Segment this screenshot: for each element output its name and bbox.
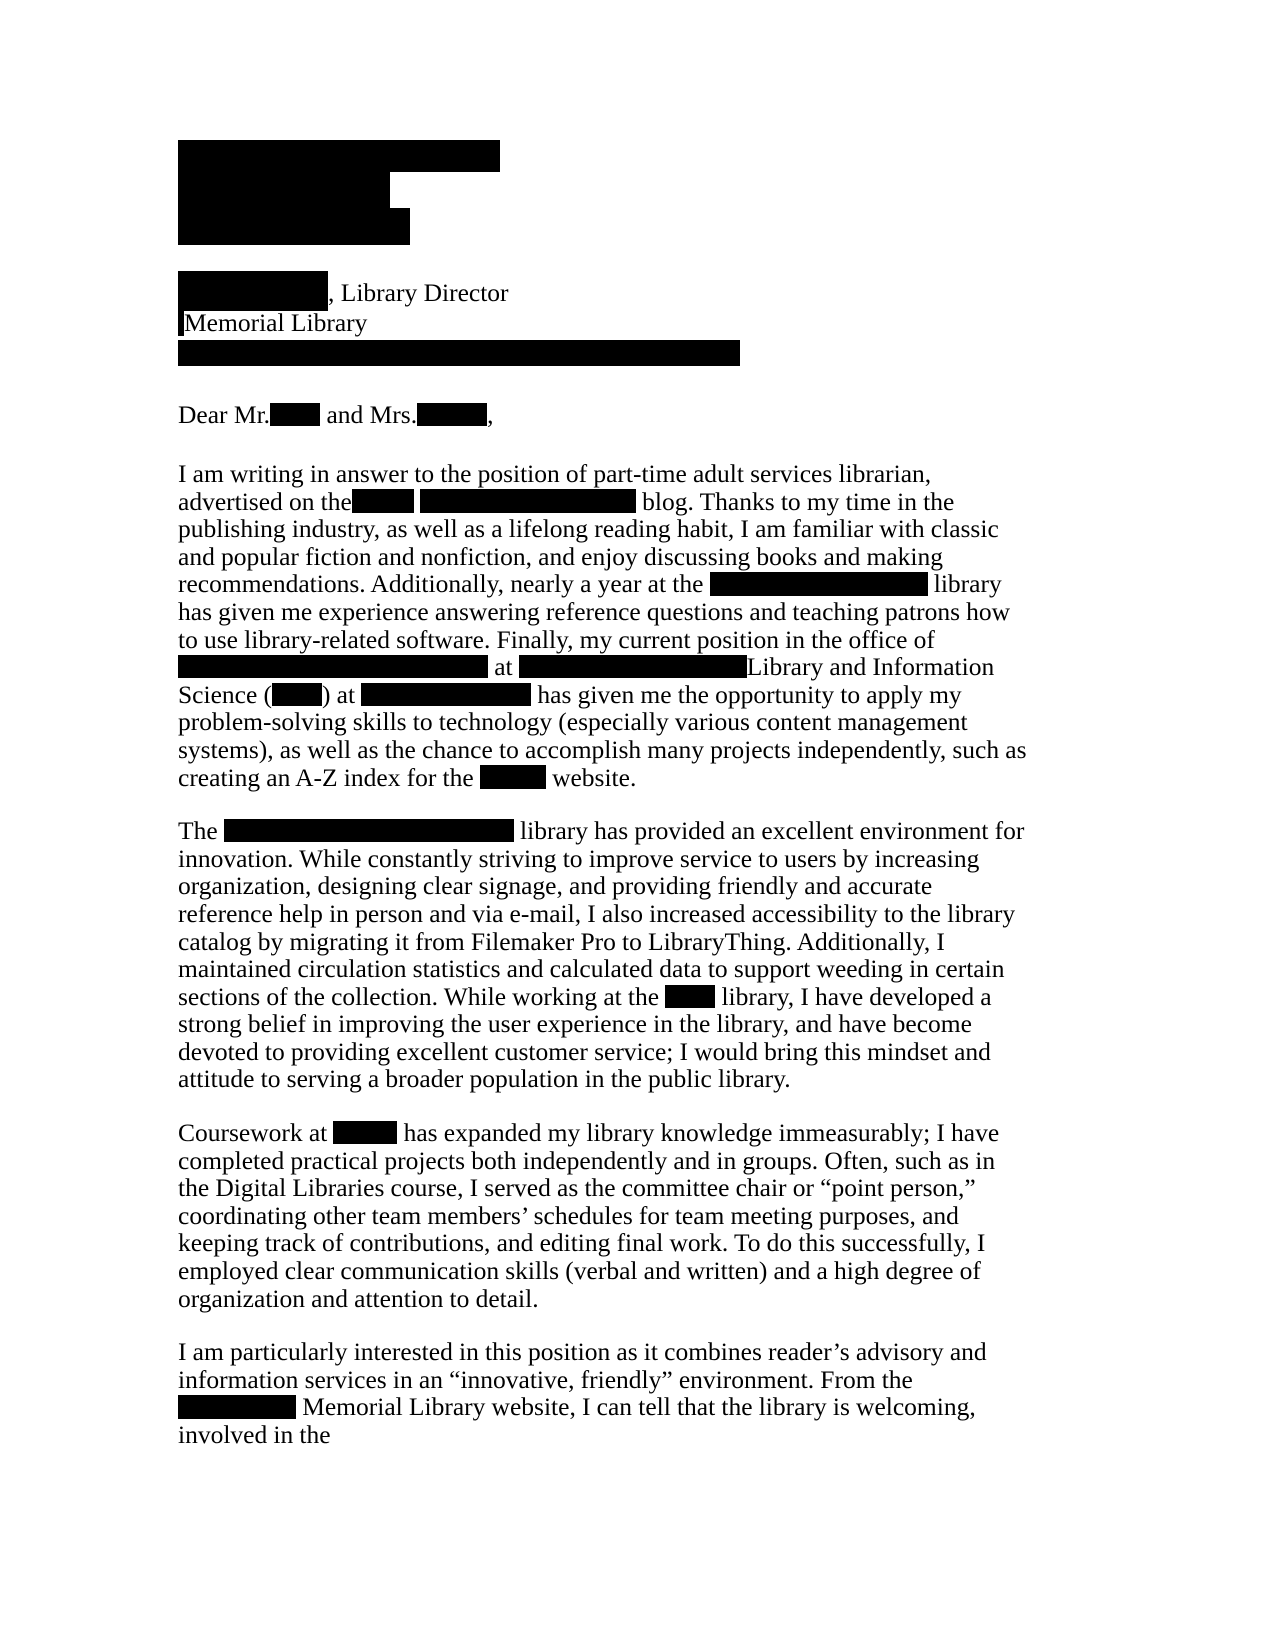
redaction-bar-blog-org bbox=[352, 489, 414, 512]
body-paragraph-3 bbox=[178, 1119, 1030, 1312]
redaction-bar-current-library bbox=[224, 819, 514, 842]
p1-sentence-1: I am writing in answer to the position of part-time adult services librarian, advertised on the bbox=[178, 459, 932, 516]
p1-sentence-2: blog. Thanks to my time in the publishing industry, as well as a lifelong reading habit, I am familiar with classic and popular fiction and nonfiction, and enjoy discussing books and making recommendations. Additionally, nearly a year at the bbox=[178, 486, 999, 599]
body-paragraph-4 bbox=[178, 1338, 1030, 1448]
p2-sentence-2: library has provided an excellent environment for innovation. While constantly striving to improve service to users by increasing organization, designing clear signage, and providing friendly and accurate reference help in person and via e-mail, I also increased accessibility to the library catalog by migrating it from Filemaker Pro to LibraryThing. Additionally, I maintained circulation statistics and calculated data to support weeding in certain sections of the collection. While working at the bbox=[178, 816, 1025, 1011]
redaction-bar-recipient-address bbox=[178, 340, 740, 366]
salutation-line bbox=[178, 400, 1030, 430]
p3-sentence-2: has expanded my library knowledge immeasurably; I have completed practical projects both independently and in groups. Often, such as in the Digital Libraries course, I served as the committee chair or “point person,” coordinating other team members’ schedules for team meeting purposes, and keeping track of contributions, and editing final work. To do this successfully, I employed clear communication skills (verbal and written) and a high degree of organization and attention to detail. bbox=[178, 1118, 1000, 1313]
letterhead-block bbox=[178, 140, 1030, 245]
letter-content bbox=[178, 140, 1030, 1449]
redaction-bar-school-name bbox=[333, 1121, 397, 1144]
salutation-trail: , bbox=[487, 400, 494, 429]
p1-sentence-7: has given me the opportunity to apply my problem-solving skills to technology (especially various content management systems), as well as the chance to accomplish many projects independently, such as creating an A-Z index for the bbox=[178, 679, 1027, 792]
redaction-bar-sender-name bbox=[178, 140, 500, 172]
redaction-bar-sender-address-1 bbox=[178, 172, 390, 208]
recipient-org-line bbox=[178, 308, 1030, 338]
redaction-bar-office-name bbox=[178, 655, 488, 678]
p2-sentence-3: library, I have developed a strong belief in improving the user experience in the library, and have become devoted to providing excellent customer service; I would bring this mindset and attitude to serving a broader population in the public library. bbox=[178, 981, 992, 1094]
redaction-bar-institution-2 bbox=[361, 683, 531, 706]
redaction-bar-school-abbrev bbox=[272, 683, 322, 706]
body-paragraph-1 bbox=[178, 460, 1030, 791]
p1-sentence-8: website. bbox=[552, 762, 637, 792]
salutation-middle: and Mrs. bbox=[326, 400, 418, 429]
body-paragraph-2 bbox=[178, 817, 1030, 1093]
p2-sentence-1: The bbox=[178, 816, 218, 846]
recipient-org: Memorial Library bbox=[184, 308, 368, 337]
p1-sentence-4: at bbox=[494, 652, 513, 682]
redaction-bar-recipient-name bbox=[178, 271, 328, 311]
p1-sentence-6: ) at bbox=[321, 679, 356, 709]
p4-sentence-1: I am particularly interested in this position as it combines reader’s advisory and information services in an “innovative, friendly” environment. From the bbox=[178, 1337, 987, 1394]
redaction-bar-salutation-mr bbox=[270, 403, 320, 426]
recipient-block bbox=[178, 271, 1030, 366]
redaction-bar-previous-library bbox=[710, 572, 928, 595]
redaction-bar-website-org bbox=[480, 765, 546, 788]
redaction-bar-institution-1 bbox=[519, 655, 747, 678]
recipient-name-line bbox=[178, 271, 1030, 308]
p1-sentence-5: Library and Information Science ( bbox=[178, 652, 995, 709]
recipient-title: , Library Director bbox=[328, 278, 509, 307]
p3-sentence-1: Coursework at bbox=[178, 1118, 328, 1148]
p4-sentence-2: Memorial Library website, I can tell that the library is welcoming, involved in the bbox=[178, 1392, 976, 1449]
redaction-bar-library-short bbox=[665, 985, 715, 1008]
p1-sentence-3: library has given me experience answering reference questions and teaching patrons how to use library-related software. Finally, my current position in the office of bbox=[178, 569, 1011, 654]
redaction-bar-sender-address-2 bbox=[178, 208, 410, 245]
redaction-bar-memorial-library-name bbox=[178, 1395, 296, 1418]
salutation-lead: Dear Mr. bbox=[178, 400, 271, 429]
redaction-bar-salutation-mrs bbox=[417, 403, 487, 426]
redaction-bar-blog-name bbox=[420, 489, 636, 512]
